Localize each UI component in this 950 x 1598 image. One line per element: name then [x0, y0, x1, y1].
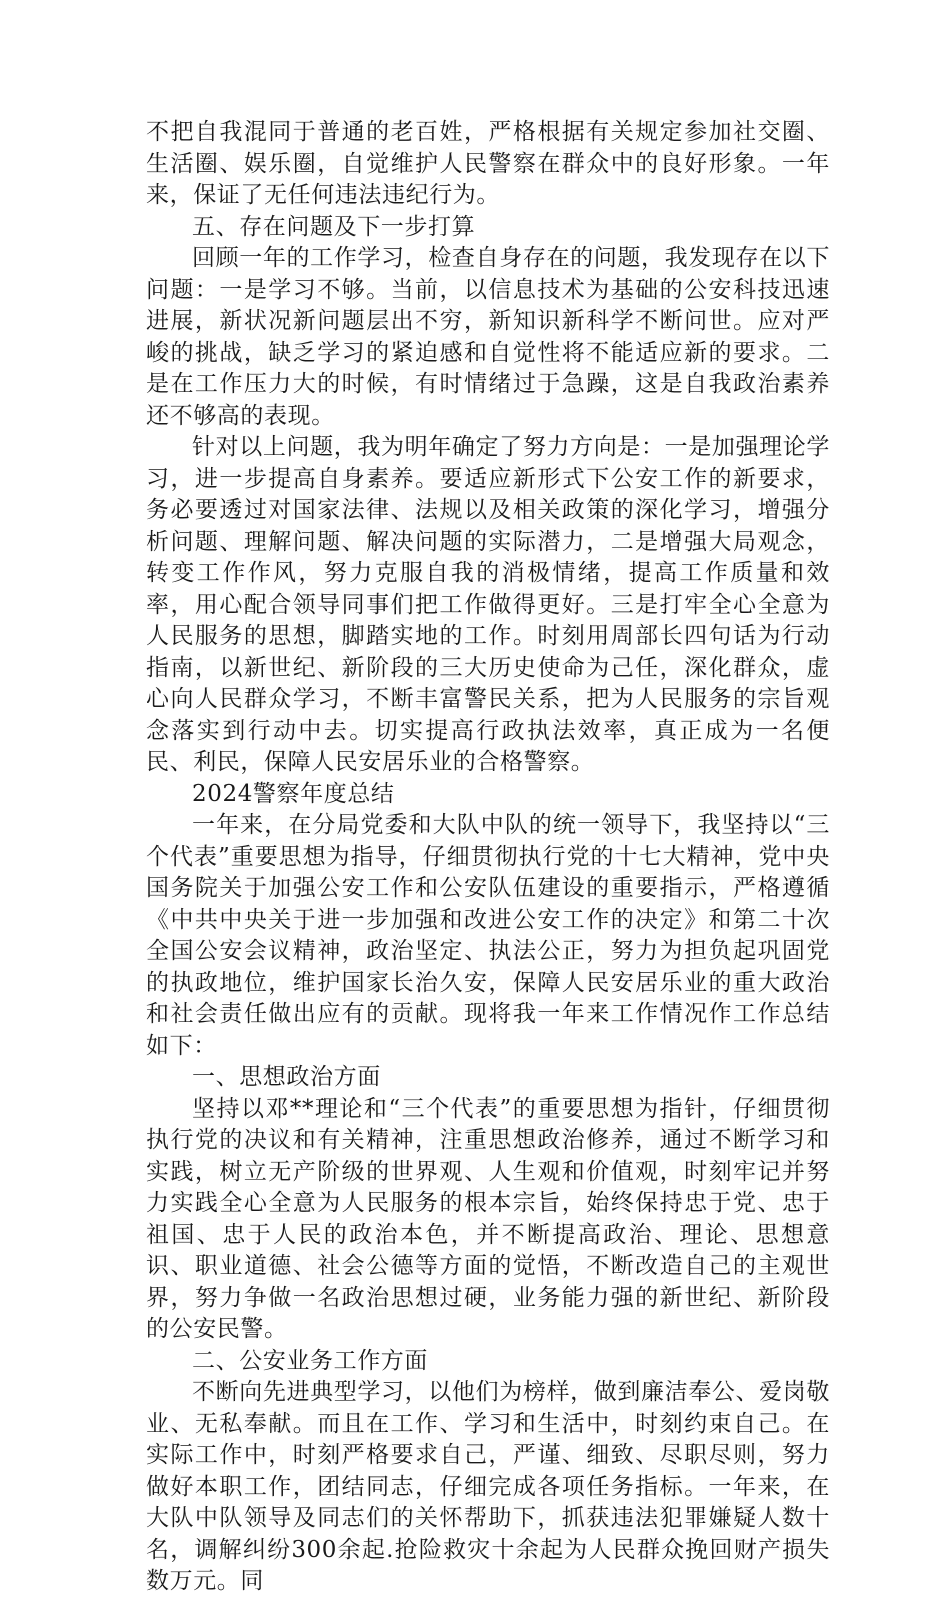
section-heading-business: 二、公安业务工作方面: [192, 1347, 428, 1374]
section-heading-political: 一、思想政治方面: [192, 1064, 381, 1090]
paragraph-continuation: 不把自我混同于普通的老百姓，严格根据有关规定参加社交圈、生活圈、娱乐圈，自觉维护人民警察在群众中的良好形象。一年来，保证了无任何违法违纪行为。: [146, 119, 830, 208]
paragraph-intro: 一年来，在分局党委和大队中队的统一领导下，我坚持以“三个代表”重要思想为指导，仔细贯彻执行党的十七大精神，党中央国务院关于加强公安工作和公安队伍建设的重要指示，严格遵循《中共中央关于进一步加强和改进公安工作的决定》和第二十次全国公安会议精神，政治坚定、执法公正，努力为担负起巩固党的执政地位，维护国家长治久安，保障人民安居乐业的重大政治和社会责任做出应有的贡献。现将我一年来工作情况作工作总结如下：: [146, 812, 830, 1059]
section-heading-problems: 五、存在问题及下一步打算: [192, 213, 476, 240]
paragraph-review: 回顾一年的工作学习，检查自身存在的问题，我发现存在以下问题：一是学习不够。当前，以信息技术为基础的公安科技迅速进展，新状况新问题层出不穷，新知识新科学不断问世。应对严峻的挑战，缺乏学习的紧迫感和自觉性将不能适应新的要求。二是在工作压力大的时候，有时情绪过于急躁，这是自我政治素养还不够高的表现。: [146, 245, 830, 429]
paragraph-next-steps: 针对以上问题，我为明年确定了努力方向是：一是加强理论学习，进一步提高自身素养。要适应新形式下公安工作的新要求，务必要透过对国家法律、法规以及相关政策的深化学习，增强分析问题、理解问题、解决问题的实际潜力，二是增强大局观念，转变工作作风，努力克服自我的消极情绪，提高工作质量和效率，用心配合领导同事们把工作做得更好。三是打牢全心全意为人民服务的思想，脚踏实地的工作。时刻用周部长四句话为行动指南，以新世纪、新阶段的三大历史使命为己任，深化群众，虚心向人民群众学习，不断丰富警民关系，把为人民服务的宗旨观念落实到行动中去。切实提高行政执法效率，真正成为一名便民、利民，保障人民安居乐业的合格警察。: [146, 434, 830, 775]
document-title: 2024警察年度总结: [192, 780, 395, 807]
paragraph-business: 不断向先进典型学习，以他们为榜样，做到廉洁奉公、爱岗敬业、无私奉献。而且在工作、学习和生活中，时刻约束自己。在实际工作中，时刻严格要求自己，严谨、细致、尽职尽则，努力做好本职工作，团结同志，仔细完成各项任务指标。一年来，在大队中队领导及同志们的关怀帮助下，抓获违法犯罪嫌疑人数十名，调解纠纷300余起.抢险救灾十余起为人民群众挽回财产损失数万元。同: [146, 1379, 830, 1594]
document-body: [146, 117, 830, 1598]
paragraph-political: 坚持以邓**理论和“三个代表”的重要思想为指针，仔细贯彻执行党的决议和有关精神，注重思想政治修养，通过不断学习和实践，树立无产阶级的世界观、人生观和价值观，时刻牢记并努力实践全心全意为人民服务的根本宗旨，始终保持忠于党、忠于祖国、忠于人民的政治本色，并不断提高政治、理论、思想意识、职业道德、社会公德等方面的觉悟，不断改造自己的主观世界，努力争做一名政治思想过硬，业务能力强的新世纪、新阶段的公安民警。: [146, 1095, 830, 1342]
